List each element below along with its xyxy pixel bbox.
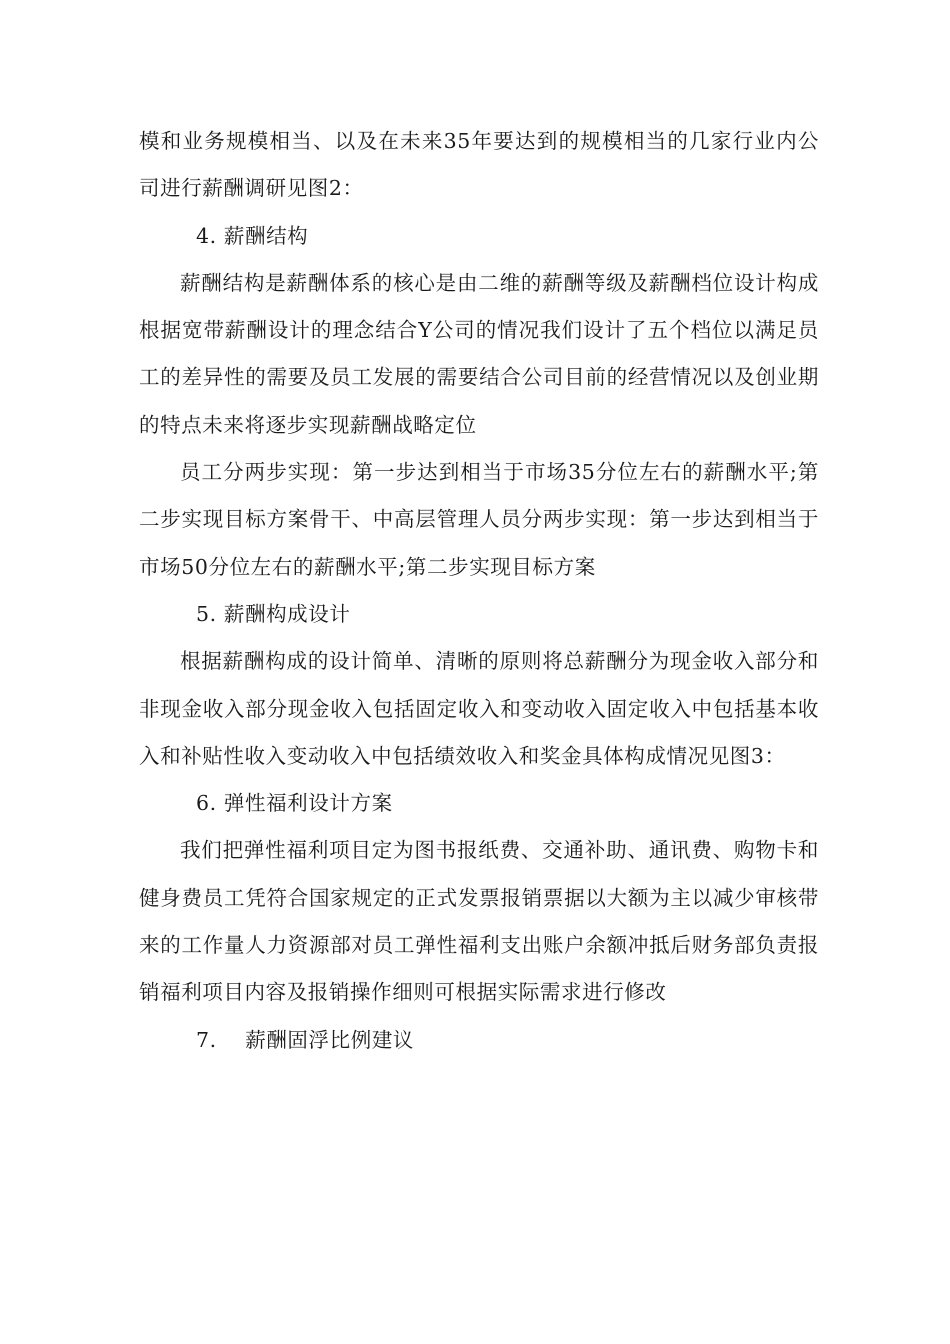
section-heading-fixed-variable-ratio: 7. 薪酬固浮比例建议 bbox=[196, 1027, 415, 1052]
section-heading-flexible-benefits: 6. 弹性福利设计方案 bbox=[196, 791, 393, 816]
section-heading-salary-structure: 4. 薪酬结构 bbox=[196, 223, 309, 248]
document-body bbox=[139, 118, 819, 1064]
section-heading-salary-composition: 5. 薪酬构成设计 bbox=[196, 601, 351, 626]
paragraph-salary-composition: 根据薪酬构成的设计简单、清晰的原则将总薪酬分为现金收入部分和非现金收入部分现金收入包括固定收入和变动收入固定收入中包括基本收入和补贴性收入变动收入中包括绩效收入和奖金具体构成情况见图3： bbox=[139, 649, 819, 768]
paragraph-salary-structure: 薪酬结构是薪酬体系的核心是由二维的薪酬等级及薪酬档位设计构成根据宽带薪酬设计的理念结合Y公司的情况我们设计了五个档位以满足员工的差异性的需要及员工发展的需要结合公司目前的经营情况以及创业期的特点未来将逐步实现薪酬战略定位 bbox=[139, 270, 819, 437]
paragraph-flexible-benefits: 我们把弹性福利项目定为图书报纸费、交通补助、通讯费、购物卡和健身费员工凭符合国家规定的正式发票报销票据以大额为主以减少审核带来的工作量人力资源部对员工弹性福利支出账户余额冲抵后财务部负责报销福利项目内容及报销操作细则可根据实际需求进行修改 bbox=[139, 838, 819, 1005]
paragraph-implementation-steps: 员工分两步实现：第一步达到相当于市场35分位左右的薪酬水平;第二步实现目标方案骨干、中高层管理人员分两步实现：第一步达到相当于市场50分位左右的薪酬水平;第二步实现目标方案 bbox=[139, 460, 819, 579]
paragraph-survey-continuation: 模和业务规模相当、以及在未来35年要达到的规模相当的几家行业内公司进行薪酬调研见图2： bbox=[139, 129, 819, 201]
